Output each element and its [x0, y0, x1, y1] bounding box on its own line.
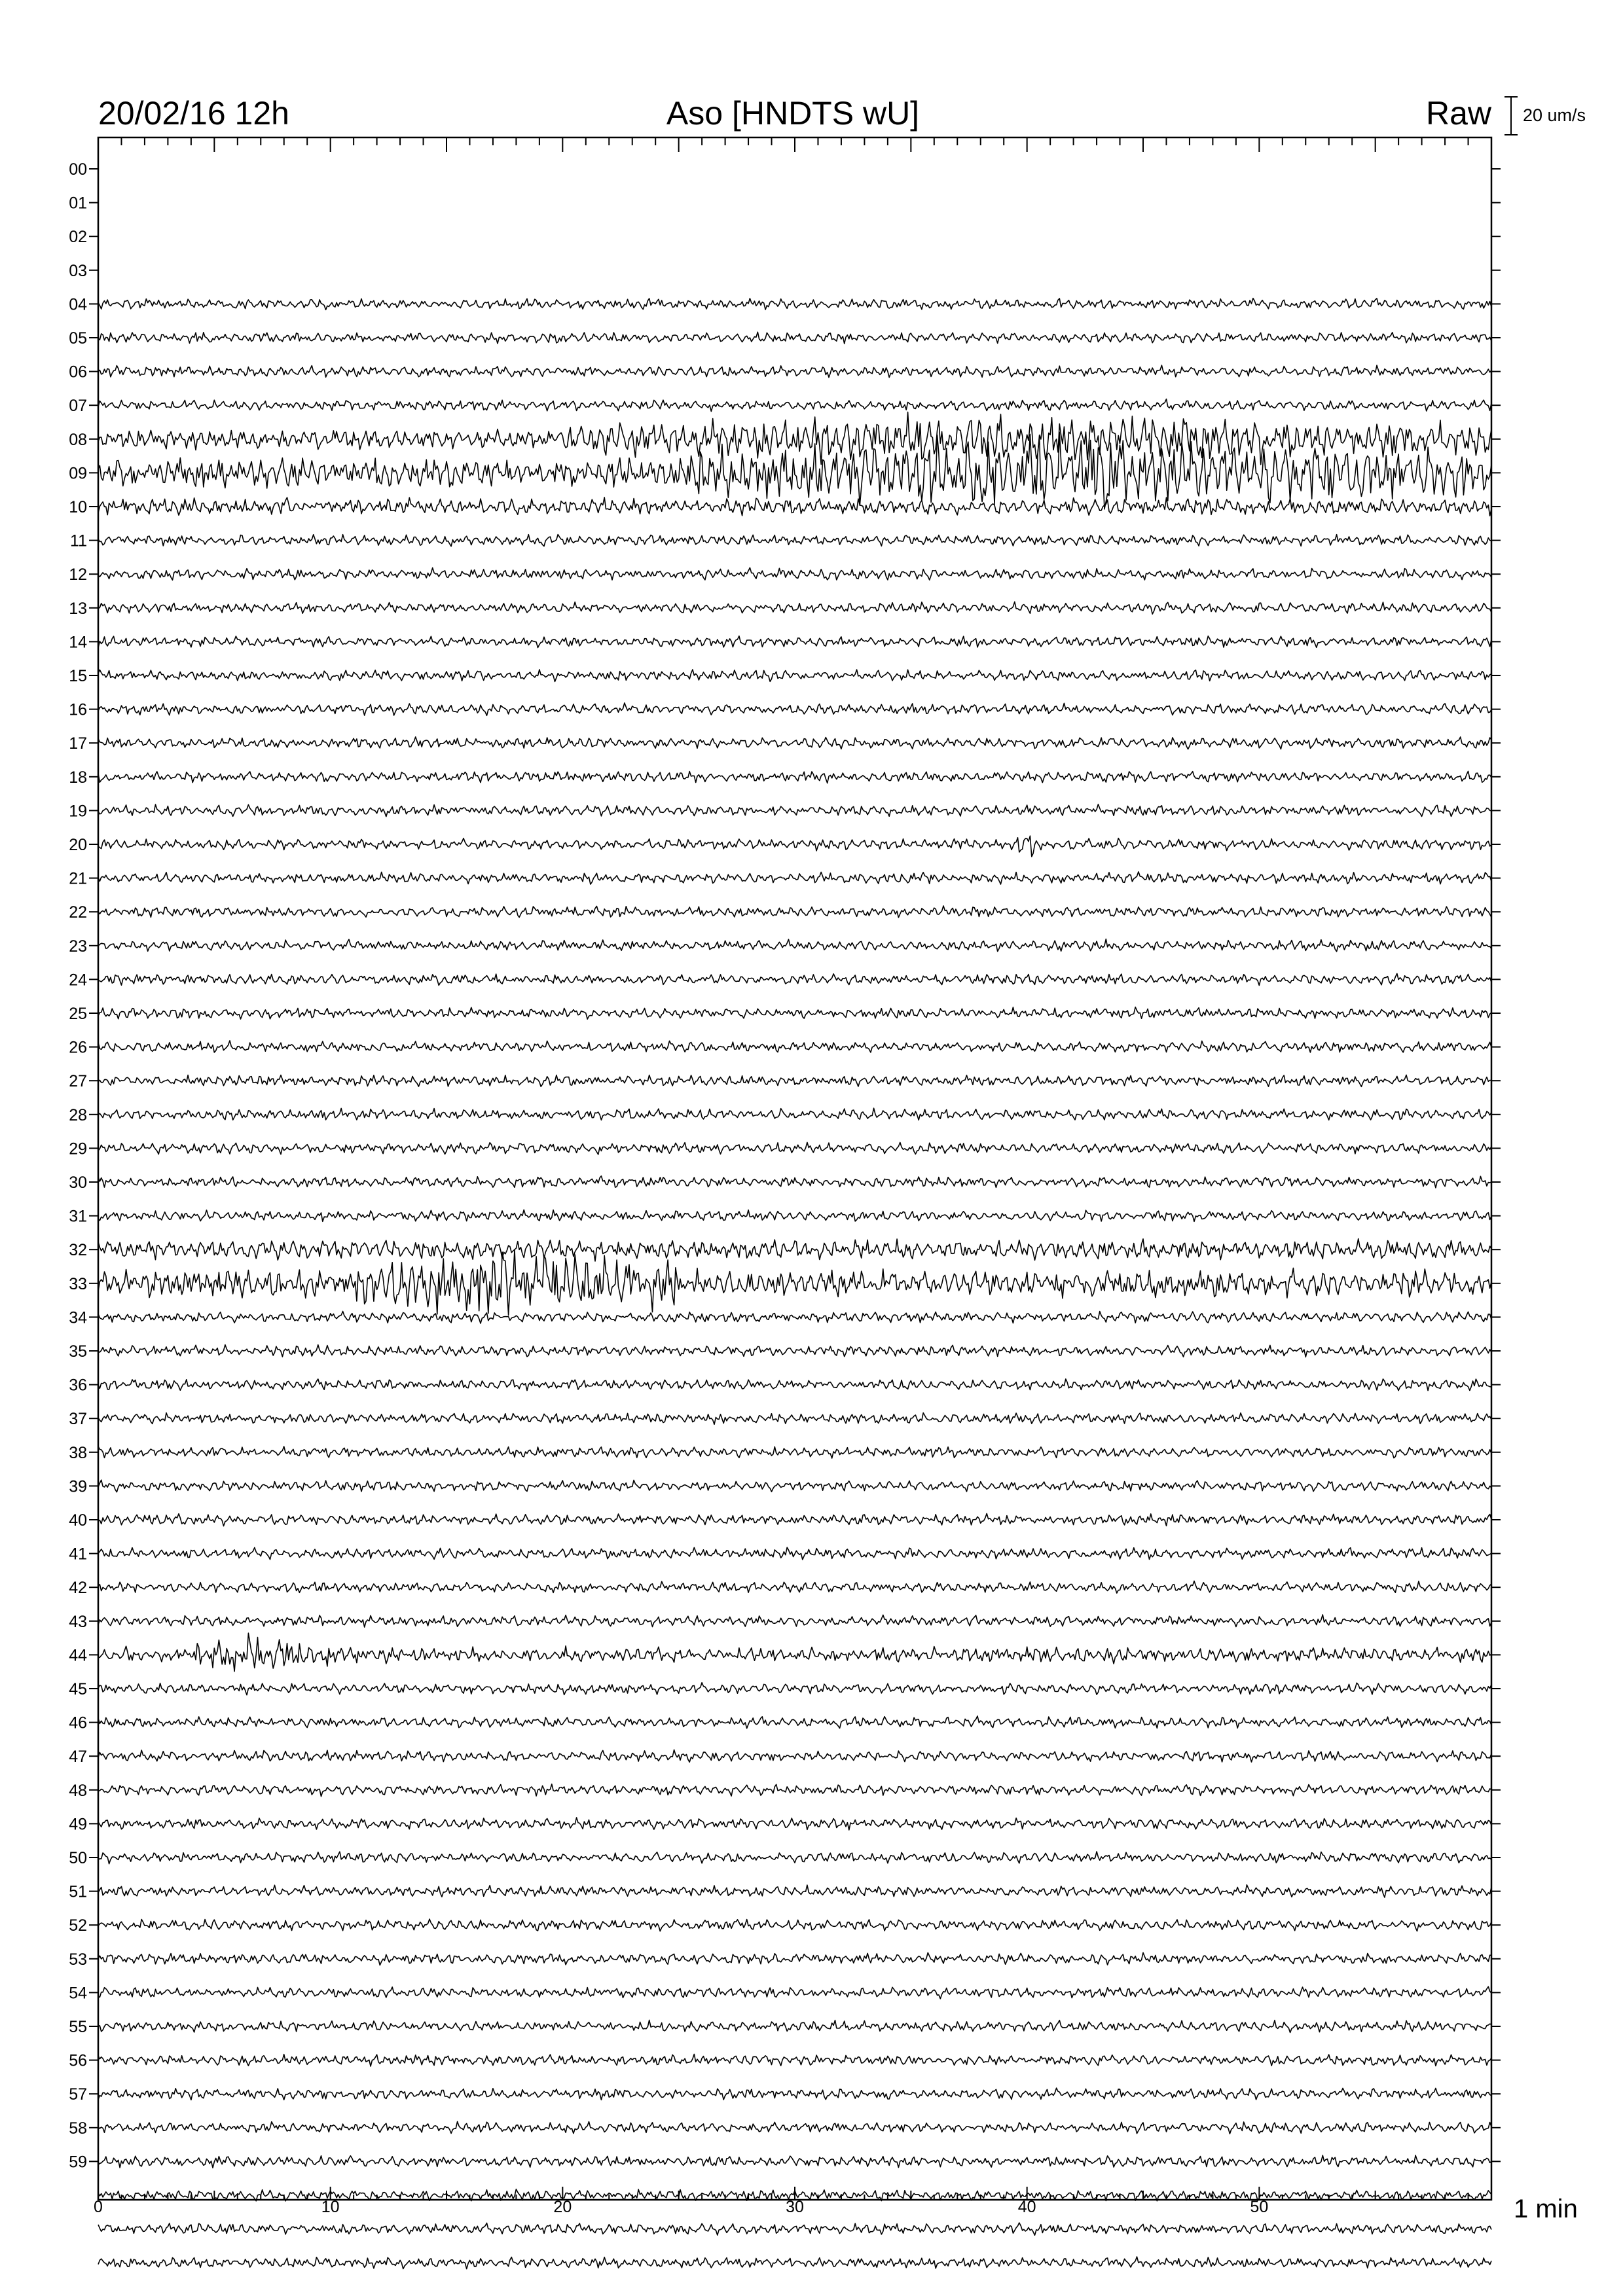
trace-row	[98, 1547, 1491, 1560]
row-label: 40	[69, 1511, 87, 1530]
row-label: 15	[69, 667, 87, 685]
trace-row	[98, 1818, 1491, 1830]
trace-row	[98, 1176, 1491, 1188]
row-label: 47	[69, 1748, 87, 1767]
row-label: 29	[69, 1139, 87, 1158]
trace-row	[98, 1986, 1491, 1999]
trace-row	[98, 2257, 1491, 2269]
trace-row	[98, 1952, 1491, 1965]
row-label: 35	[69, 1342, 87, 1361]
row-label: 38	[69, 1443, 87, 1462]
trace-row	[98, 1108, 1491, 1120]
trace-row	[98, 939, 1491, 952]
row-label: 01	[69, 194, 87, 213]
row-label: 10	[69, 498, 87, 516]
x-tick-label: 50	[1250, 2198, 1269, 2216]
trace-row	[98, 1312, 1491, 1324]
trace-row	[98, 497, 1491, 516]
row-label: 17	[69, 734, 87, 753]
trace-row	[98, 2054, 1491, 2067]
bottom-axis	[94, 2187, 1491, 2216]
trace-row	[98, 1633, 1491, 1672]
row-label: 05	[69, 329, 87, 348]
trace-row	[98, 1480, 1491, 1492]
trace-row	[98, 1345, 1491, 1357]
trace-row	[98, 1716, 1491, 1729]
row-label: 39	[69, 1477, 87, 1496]
row-label: 59	[69, 2153, 87, 2172]
row-label: 20	[69, 836, 87, 854]
row-label: 03	[69, 261, 87, 280]
row-label: 02	[69, 228, 87, 247]
x-tick-label: 10	[321, 2198, 340, 2216]
row-label: 43	[69, 1612, 87, 1631]
row-label: 11	[70, 531, 87, 550]
trace-row	[98, 1075, 1491, 1086]
trace-row	[98, 399, 1491, 412]
trace-row	[98, 1007, 1491, 1019]
trace-row	[98, 1514, 1491, 1526]
row-label: 12	[69, 565, 87, 584]
seismic-traces	[98, 298, 1491, 2269]
trace-row	[98, 602, 1491, 615]
trace-row	[98, 1249, 1491, 1316]
trace-row	[98, 1379, 1491, 1391]
row-label: 53	[69, 1950, 87, 1969]
trace-row	[98, 2155, 1491, 2168]
top-ticks	[98, 137, 1491, 152]
trace-row	[98, 567, 1491, 580]
trace-row	[98, 2020, 1491, 2032]
row-label: 30	[69, 1174, 87, 1192]
x-tick-label: 30	[786, 2198, 804, 2216]
trace-row	[98, 1683, 1491, 1695]
trace-row	[98, 670, 1491, 681]
row-label: 26	[69, 1038, 87, 1057]
trace-row	[98, 771, 1491, 783]
trace-row	[98, 906, 1491, 918]
row-label: 08	[69, 430, 87, 449]
row-label: 52	[69, 1916, 87, 1935]
trace-row	[98, 836, 1491, 857]
trace-row	[98, 636, 1491, 648]
trace-row	[98, 737, 1491, 749]
trace-row	[98, 1413, 1491, 1425]
row-label: 36	[69, 1376, 87, 1395]
row-label: 28	[69, 1105, 87, 1124]
row-label: 57	[69, 2085, 87, 2104]
row-label: 14	[69, 633, 87, 652]
row-label: 04	[69, 295, 87, 314]
trace-row	[98, 412, 1491, 465]
trace-row	[98, 1446, 1491, 1458]
trace-row	[98, 1581, 1491, 1594]
datetime-label: 20/02/16 12h	[98, 95, 289, 132]
trace-row	[98, 1784, 1491, 1797]
row-label: 07	[69, 397, 87, 416]
row-label: 27	[69, 1072, 87, 1091]
row-label: 33	[69, 1274, 87, 1293]
scale-bar-label: 20 um/s	[1523, 105, 1586, 125]
row-label: 09	[69, 464, 87, 483]
trace-row	[98, 804, 1491, 817]
trace-row	[98, 872, 1491, 884]
trace-row	[98, 535, 1491, 547]
trace-row	[98, 703, 1491, 715]
row-label: 54	[69, 1984, 87, 2003]
row-label: 06	[69, 363, 87, 382]
row-label: 23	[69, 937, 87, 956]
row-label: 48	[69, 1781, 87, 1800]
trace-row	[98, 1210, 1491, 1221]
row-label: 51	[69, 1882, 87, 1901]
trace-row	[98, 298, 1491, 310]
trace-row	[98, 332, 1491, 344]
trace-row	[98, 1885, 1491, 1897]
trace-row	[98, 1750, 1491, 1763]
row-label: 46	[69, 1713, 87, 1732]
trace-row	[98, 2223, 1491, 2235]
row-label: 41	[69, 1545, 87, 1564]
row-label: 58	[69, 2119, 87, 2138]
row-label: 00	[69, 160, 87, 179]
mode-label: Raw	[1425, 95, 1491, 132]
trace-row	[98, 2122, 1491, 2134]
trace-row	[98, 1041, 1491, 1052]
row-label: 22	[69, 903, 87, 922]
trace-row	[98, 1919, 1491, 1931]
row-label: 37	[69, 1410, 87, 1429]
trace-row	[98, 2088, 1491, 2100]
row-label: 32	[69, 1241, 87, 1260]
row-label: 50	[69, 1849, 87, 1867]
row-label: 24	[69, 971, 87, 990]
x-tick-label: 20	[553, 2198, 572, 2216]
row-label: 18	[69, 768, 87, 787]
trace-row	[98, 1142, 1491, 1155]
row-label: 49	[69, 1815, 87, 1834]
row-label: 25	[69, 1005, 87, 1023]
trace-row	[98, 974, 1491, 986]
x-axis-unit-label: 1 min	[1514, 2195, 1578, 2223]
row-label: 45	[69, 1680, 87, 1698]
x-tick-label: 0	[94, 2198, 103, 2216]
trace-row	[98, 1615, 1491, 1627]
row-label: 55	[69, 2018, 87, 2036]
trace-row	[98, 1239, 1491, 1261]
row-label: 21	[69, 869, 87, 888]
station-title: Aso [HNDTS wU]	[666, 95, 920, 132]
trace-row	[98, 1852, 1491, 1864]
amplitude-scale-bar	[1504, 97, 1586, 135]
row-labels	[69, 160, 87, 2171]
row-label: 44	[69, 1646, 87, 1665]
row-label: 31	[69, 1207, 87, 1226]
row-label: 13	[69, 599, 87, 618]
row-label: 34	[69, 1308, 87, 1327]
row-label: 42	[69, 1579, 87, 1598]
trace-row	[98, 365, 1491, 378]
row-label: 19	[69, 802, 87, 821]
row-label: 56	[69, 2051, 87, 2070]
x-tick-label: 40	[1017, 2198, 1036, 2216]
row-label: 16	[69, 700, 87, 719]
